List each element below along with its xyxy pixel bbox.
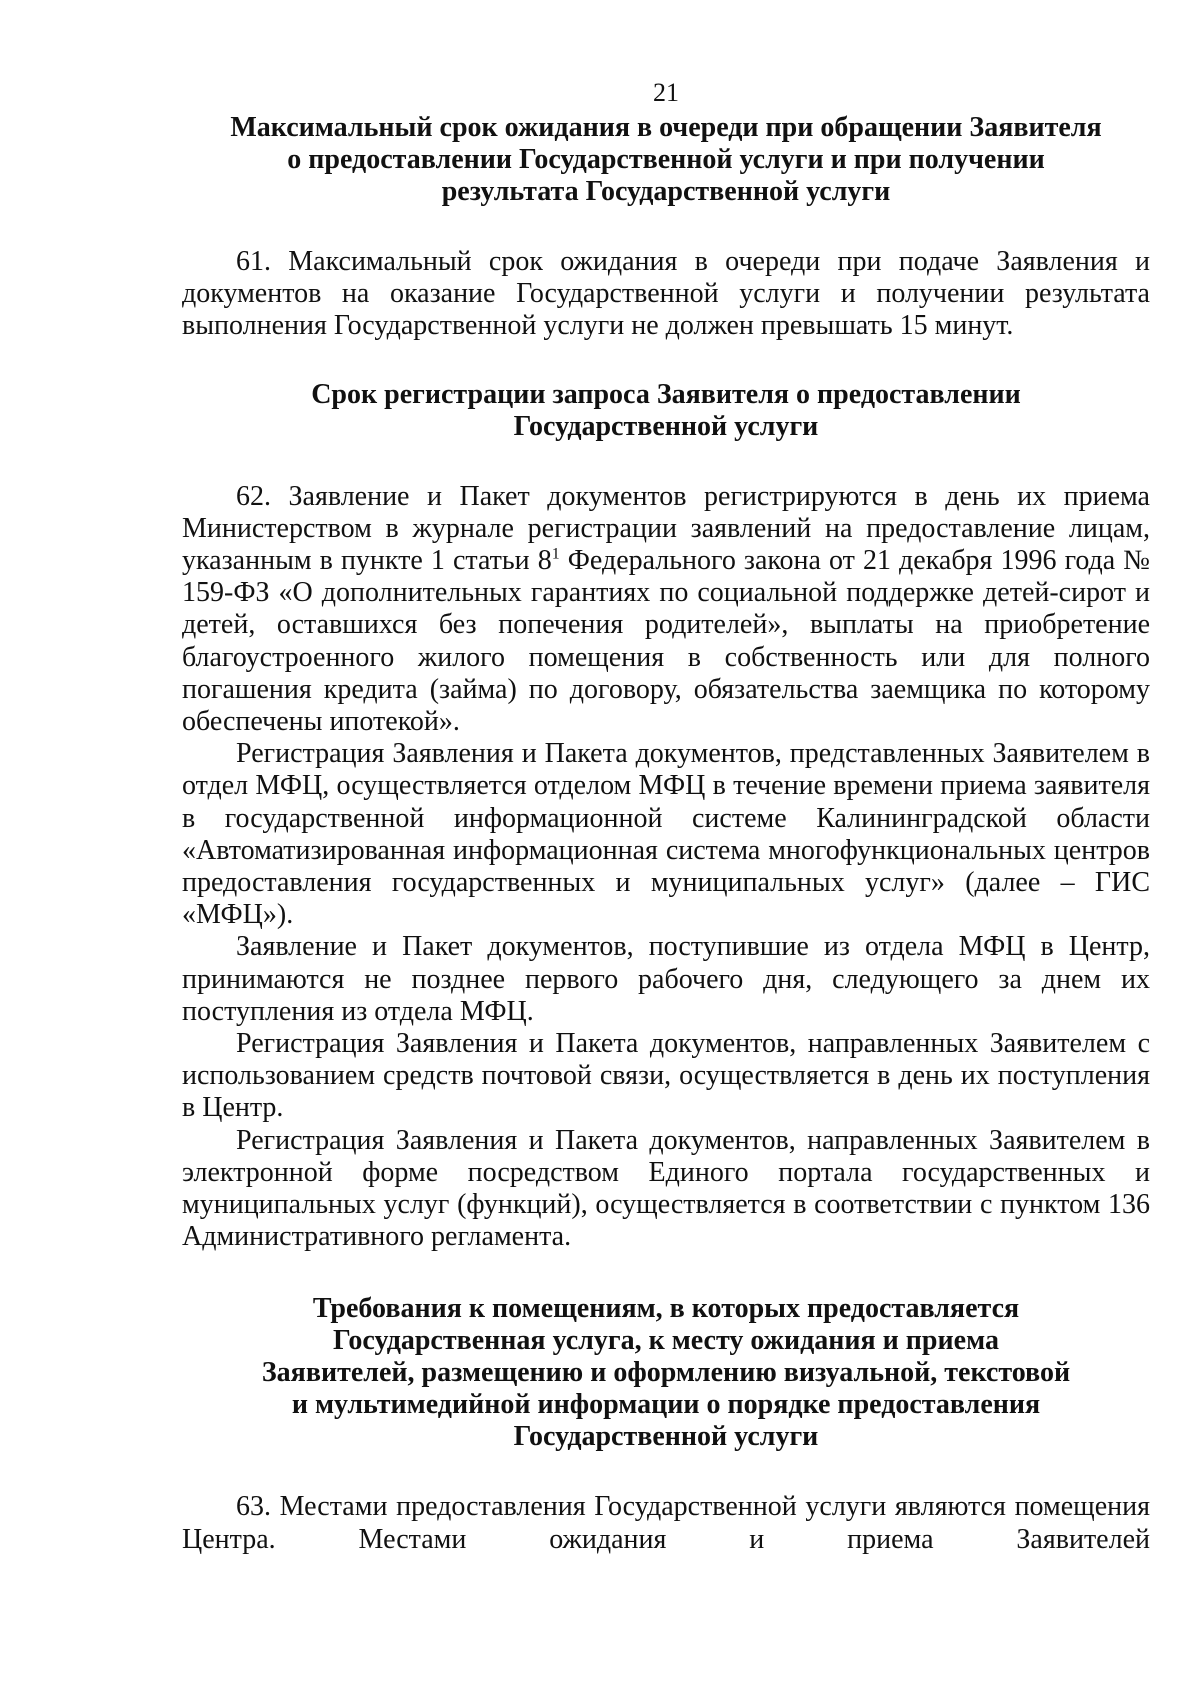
heading-line: Требования к помещениям, в которых предоставляется <box>312 1293 1020 1325</box>
paragraph-postal-registration: Регистрация Заявления и Пакета документов, направленных Заявителем с использованием средств почтовой связи, осуществляется в день их поступления в Центр. <box>182 1028 1150 1124</box>
section-heading-premises-requirements <box>182 1293 1150 1453</box>
paragraph-62 <box>182 481 1150 739</box>
heading-line: Заявителей, размещению и оформлению визуальной, текстовой <box>261 1357 1071 1389</box>
page-number: 21 <box>653 78 679 107</box>
superscript: 1 <box>551 545 560 563</box>
heading-line: о предоставлении Государственной услуги и при получении <box>287 144 1045 175</box>
heading-line: Государственной услуги <box>513 410 819 442</box>
paragraph-mfc-transfer: Заявление и Пакет документов, поступившие из отдела МФЦ в Центр, принимаются не позднее первого рабочего дня, следующего за днем их поступления из отдела МФЦ. <box>182 931 1150 1027</box>
heading-line: Государственной услуги <box>513 1421 819 1453</box>
paragraph-electronic-registration: Регистрация Заявления и Пакета документов, направленных Заявителем в электронной форме посредством Единого портала государственных и муниципальных услуг (функций), осуществляется в соответствии с пунктом 136 Административного регламента. <box>182 1124 1150 1253</box>
paragraph-62-text-b: Федерального закона от 21 декабря 1996 года № 159-ФЗ «О дополнительных гарантиях по социальной поддержке детей-сирот и детей, оставшихся без попечения родителей», выплаты на приобретение благоустроенного жилого помещения в собственность или для полного погашения кредита (займа) по договору, обязательства заемщика по которому обеспечены ипотекой». <box>182 545 1151 738</box>
heading-line: результата Государственной услуги <box>441 176 891 207</box>
document-page <box>182 78 1150 1556</box>
paragraph-62-text-a: 62. Заявление и Пакет документов регистрируются в день их приема Министерством в журнале регистрации заявлений на предоставление лицам, указанным в пункте 1 статьи 8 <box>182 480 1150 577</box>
section-heading-waiting-time <box>182 112 1150 208</box>
heading-line: Государственная услуга, к месту ожидания и приема <box>333 1325 999 1357</box>
heading-line: Максимальный срок ожидания в очереди при обращении Заявителя <box>230 112 1102 143</box>
paragraph-63: 63. Местами предоставления Государственной услуги являются помещения Центра. Местами ожидания и приема Заявителей <box>182 1491 1150 1555</box>
section-heading-registration-term <box>182 379 1150 443</box>
paragraph-mfc-registration: Регистрация Заявления и Пакета документов, представленных Заявителем в отдел МФЦ, осуществляется отделом МФЦ в течение времени приема заявителя в государственной информационной системе Калининградской области «Автоматизированная информационная система многофункциональных центров предоставления государственных и муниципальных услуг» (далее – ГИС «МФЦ»). <box>182 738 1150 931</box>
paragraph-61: 61. Максимальный срок ожидания в очереди при подаче Заявления и документов на оказание Государственной услуги и получении результата выполнения Государственной услуги не должен превышать 15 минут. <box>182 246 1150 342</box>
heading-line: и мультимедийной информации о порядке предоставления <box>291 1389 1041 1421</box>
heading-line: Срок регистрации запроса Заявителя о предоставлении <box>311 378 1021 410</box>
